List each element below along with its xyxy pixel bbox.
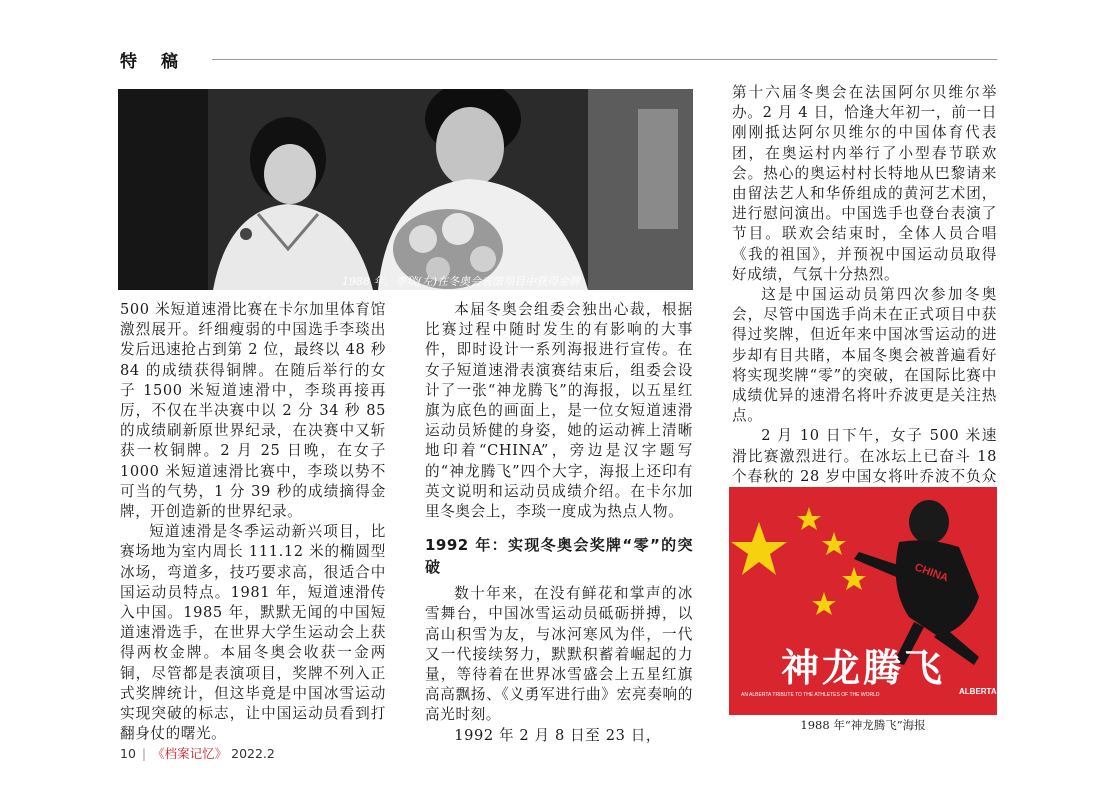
col3-paragraph-1: 第十六届冬奥会在法国阿尔贝维尔举办。2 月 4 日，恰逢大年初一，前一日刚刚抵达阿尔贝维尔的中国体育代表团，在奥运村内举行了小型春节联欢会。热心的奥运村村长特地从巴黎请来由留法艺人和华侨组成的黄河艺术团，进行慰问演出。中国选手也登台表演了节目。联欢会结束时，全体人员合唱《我的祖国》，并预祝中国运动员取得好成绩，气氛十分热烈。 [732, 84, 997, 283]
col2-paragraph-3: 1992 年 2 月 8 日至 23 日， [454, 726, 662, 744]
poster-image [729, 487, 997, 715]
poster-small-text: AN ALBERTA TRIBUTE TO THE ATHLETES OF THE WORLD [741, 692, 880, 698]
col2-paragraph-2: 数十年来，在没有鲜花和掌声的冰雪舞台，中国冰雪运动员砥砺拼搏，以高山积雪为友，与冰河寒风为伴，一代又一代接续努力，默默积蓄着崛起的力量，等待着在世界冰雪盛会上五星红旗高高飘扬、《义勇军进行曲》宏亮奏响的高光时刻。 [425, 585, 693, 724]
column-1 [120, 300, 386, 744]
feature-photo [118, 89, 693, 290]
issue-number: 2022.2 [231, 746, 275, 761]
page-number: 10 [120, 746, 136, 761]
poster-title: 神龙腾飞 [780, 646, 945, 690]
page-footer: 10 | 《档案记忆》 2022.2 [120, 746, 275, 761]
col1-paragraph-2: 短道速滑是冬季运动新兴项目，比赛场地为室内周长 111.12 米的椭圆型冰场，弯道多，技巧要求高，很适合中国运动员特点。1981 年，短道速滑传入中国。1985 年，默默无闻的中国短道速滑选手，在世界大学生运动会上获得两枚金牌。本届冬奥会收获一金两铜，尽管都是表演项目，奖牌不列入正式奖牌统计，但这毕竟是中国冰雪运动实现突破的标志，让中国运动员看到打翻身仗的曙光。 [120, 523, 386, 743]
poster-jersey-text: CHINA [912, 561, 950, 585]
col3-paragraph-2: 这是中国运动员第四次参加冬奥会，尽管中国选手尚未在正式项目中获得过奖牌，但近年来中国冰雪运动的进步却有目共睹，本届冬奥会被普遍看好将实现奖牌“零”的突破，在国际比赛中成绩优异的速滑名将叶乔波更是关注热点。 [732, 286, 997, 425]
photo-caption: 1988 年，李琰(左)在冬奥会表演项目中获得金牌 [342, 275, 581, 288]
magazine-title: 《档案记忆》 [152, 746, 228, 761]
poster-logo: ALBERTA [959, 687, 997, 696]
col2-paragraph-1: 本届冬奥会组委会独出心裁，根据比赛过程中随时发生的有影响的大事件，即时设计一系列海报进行宣传。在女子短道速滑表演赛结束后，组委会设计了一张“神龙腾飞”的海报，以五星红旗为底色的画面上，是一位女短道速滑运动员矫健的身姿，她的运动裤上清晰地印着“CHINA”，旁边是汉字题写的“神龙腾飞”四个大字，海报上还印有英文说明和运动员成绩介绍。在卡尔加里冬奥会上，李琰一度成为热点人物。 [425, 301, 693, 521]
col1-paragraph-1: 500 米短道速滑比赛在卡尔加里体育馆激烈展开。纤细瘦弱的中国选手李琰出发后迅速抢占到第 2 位，最终以 48 秒 84 的成绩获得铜牌。在随后举行的女子 1500 米短道速滑中，李琰再接再厉，不仅在半决赛中以 2 分 34 秒 85 的成绩刷新原世界纪录，在决赛中又斩获一枚铜牌。2 月 25 日晚，在女子 1000 米短道速滑比赛中，李琰以势不可当的气势，1 分 39 秒的成绩摘得金牌，开创造新的世界纪录。 [120, 301, 386, 521]
header-rule [212, 59, 997, 60]
column-2 [425, 300, 693, 746]
poster-caption: 1988 年“神龙腾飞”海报 [800, 718, 926, 732]
column-3 [732, 83, 997, 507]
col3-paragraph-3: 2 月 10 日下午，女子 500 米速滑比赛激烈进行。在冰坛上已奋斗 18 个春秋的 28 岁中国女将叶乔波不负众 [732, 427, 997, 485]
section-subheading: 1992 年：实现冬奥会奖牌“零”的突破 [425, 536, 693, 577]
section-label: 特稿 [120, 52, 202, 72]
